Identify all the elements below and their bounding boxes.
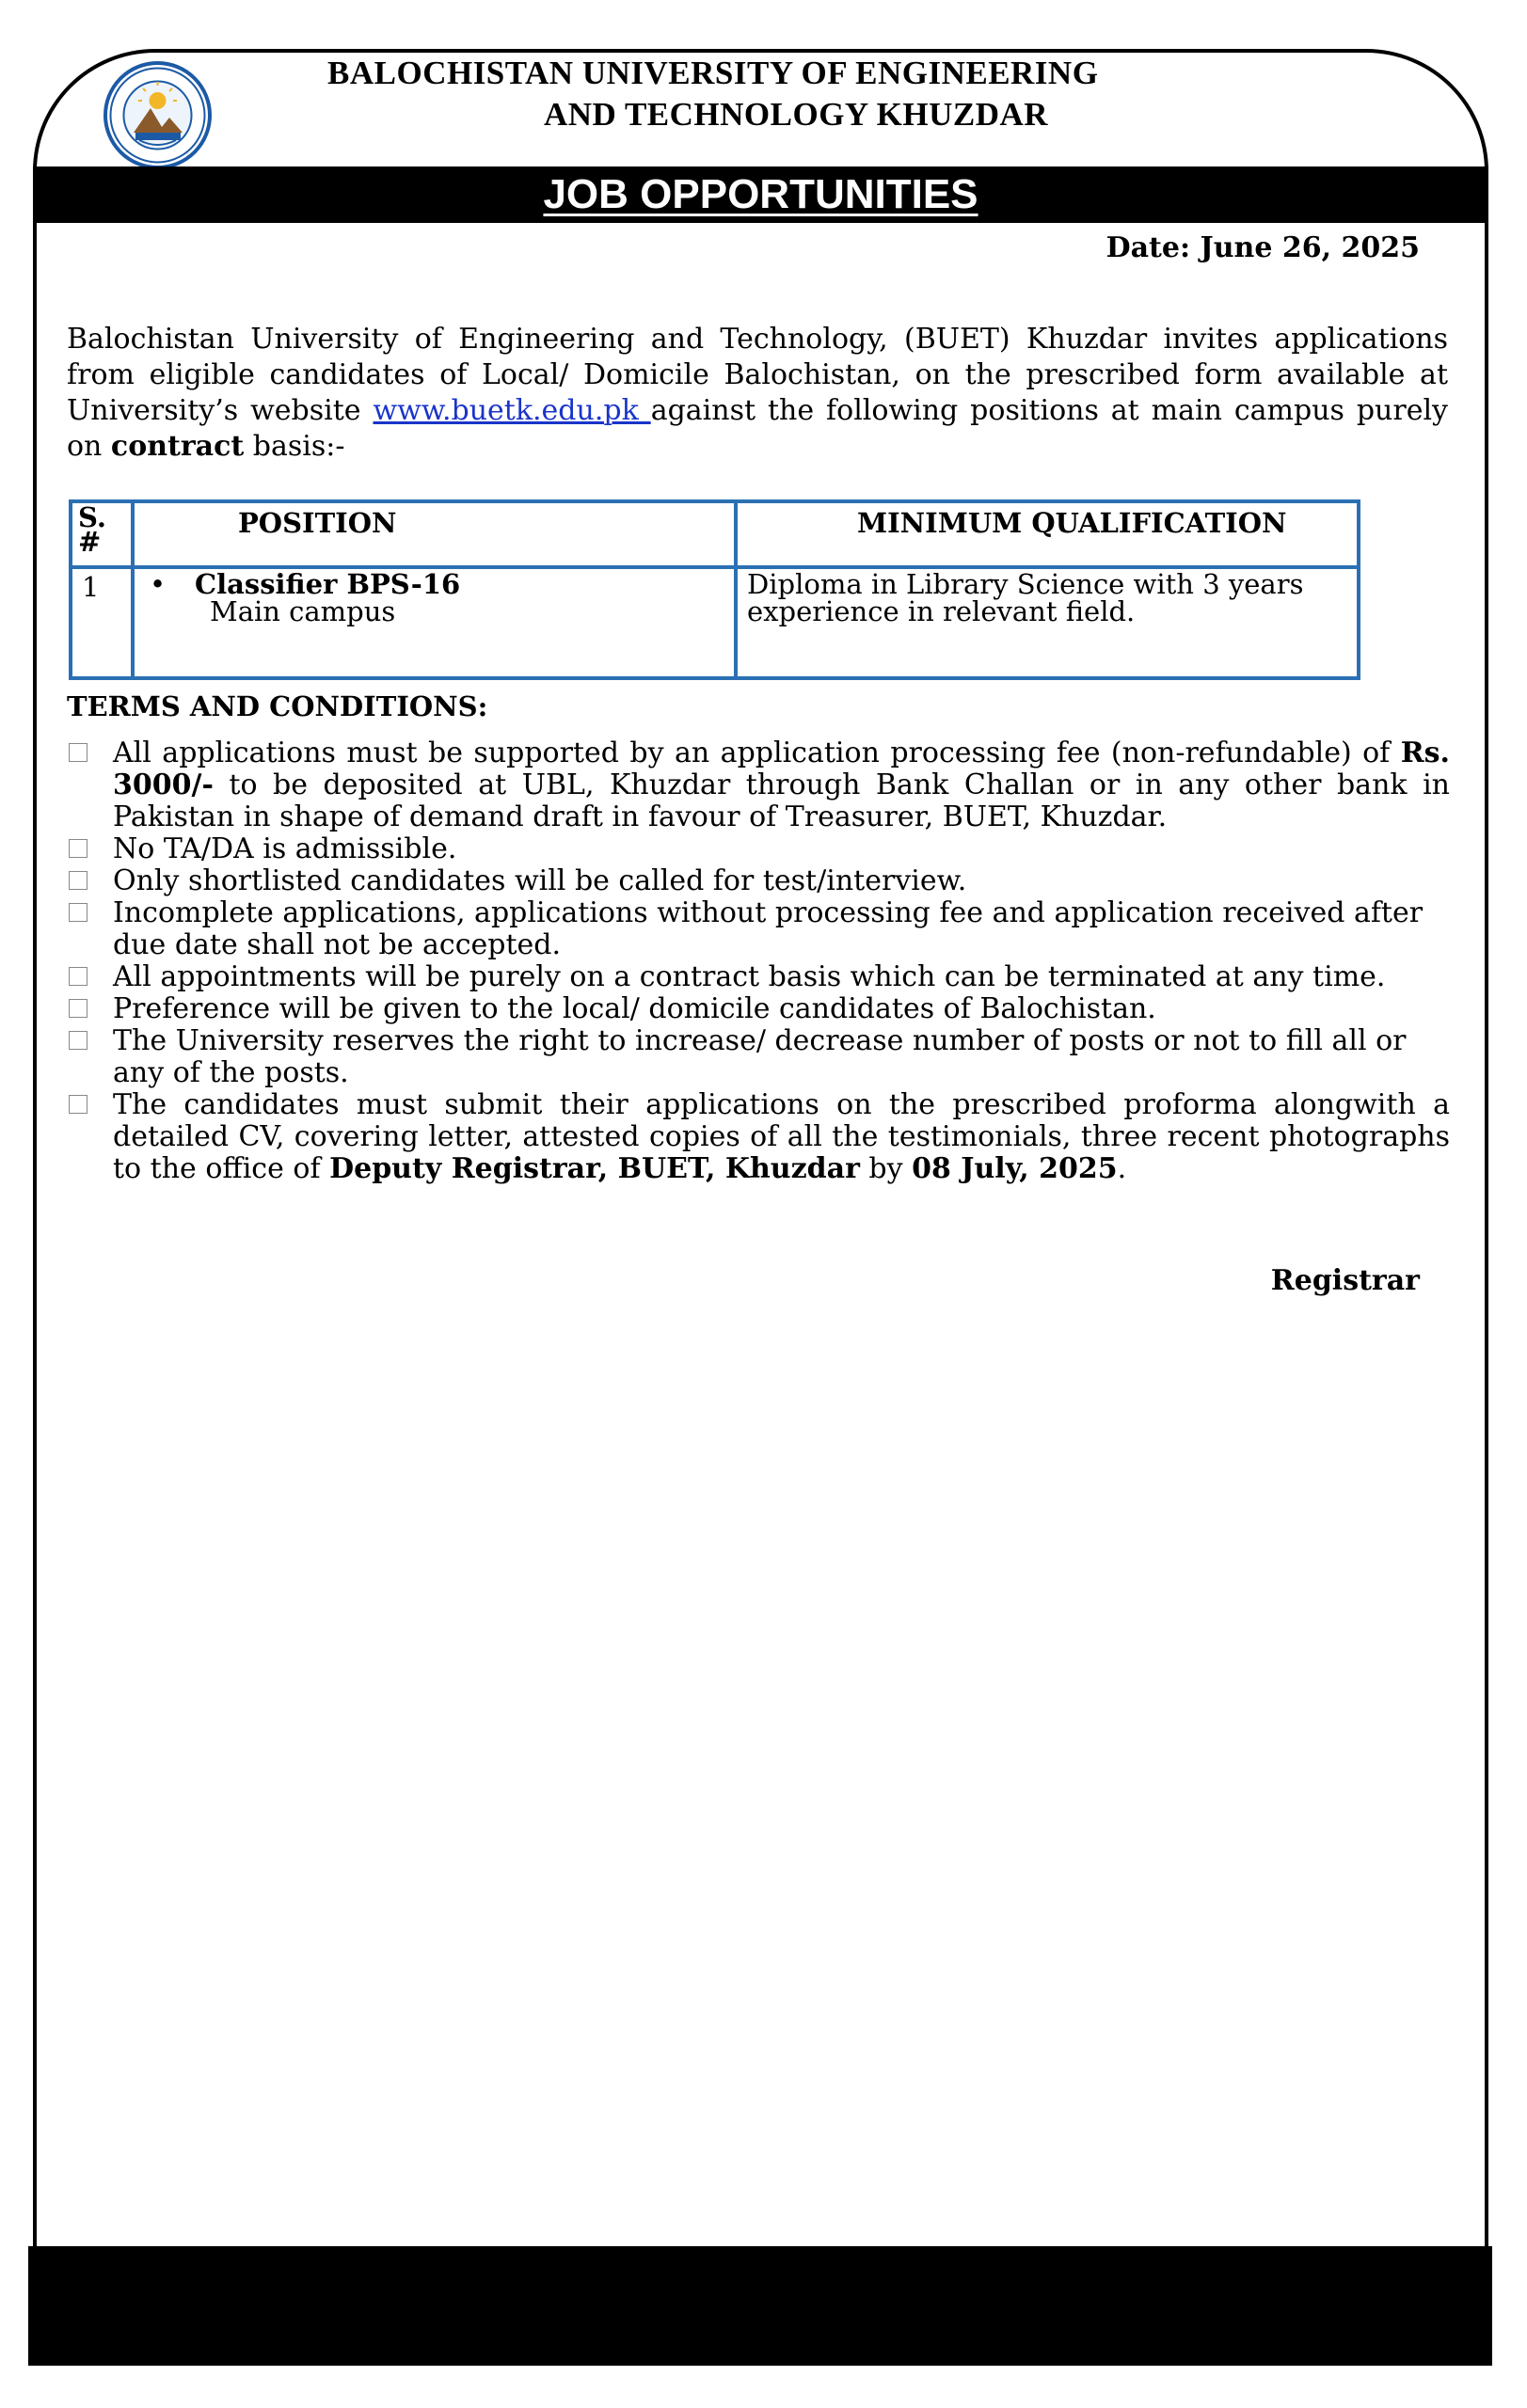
list-item: [67, 1089, 1450, 1185]
term-text-by: by: [859, 1152, 913, 1185]
term-text: The candidates must submit their applications on the prescribed proforma alongwith a detailed CV, covering letter, attested copies of all the testimonials, three recent photographs to the office of: [113, 1088, 1450, 1185]
term-office: Deputy Registrar, BUET, Khuzdar: [329, 1152, 860, 1185]
list-item: [67, 833, 1450, 865]
checkbox-square-icon: [69, 743, 87, 762]
position-title: Classifier BPS-16: [195, 568, 461, 600]
term-text-cont: to be deposited at UBL, Khuzdar through Bank Challan or in any other bank in Pakistan in shape of demand draft in favour of Treasurer, BUET, Khuzdar.: [113, 768, 1450, 833]
intro-bold-contract: contract: [110, 430, 245, 463]
serial-cell: 1: [71, 567, 133, 678]
list-item: [67, 865, 1450, 897]
checkbox-square-icon: [69, 871, 87, 890]
term-fee: Rs. 3000/-: [113, 737, 1450, 801]
header-serial: S. #: [71, 501, 133, 567]
term-text: Incomplete applications, applications without processing fee and application received after due date shall not be accepted.: [113, 896, 1424, 961]
website-link[interactable]: www.buetk.edu.pk: [373, 394, 651, 427]
checkbox-square-icon: [69, 1095, 87, 1114]
table-header-row: [71, 501, 1359, 567]
list-item: [67, 993, 1450, 1025]
bullet-icon: •: [150, 568, 167, 600]
term-text: Only shortlisted candidates will be called for test/interview.: [113, 864, 967, 897]
table-row: [71, 567, 1359, 678]
list-item: [67, 737, 1450, 833]
position-cell: [133, 567, 736, 678]
terms-list: [67, 737, 1450, 1185]
qualification-cell: Diploma in Library Science with 3 years experience in relevant field.: [736, 567, 1359, 678]
term-text: The University reserves the right to increase/ decrease number of posts or not to fill all or any of the posts.: [113, 1024, 1407, 1089]
university-name-line2: AND TECHNOLOGY KHUZDAR: [544, 96, 1049, 133]
checkbox-square-icon: [69, 999, 87, 1018]
position-location: Main campus: [210, 595, 396, 627]
term-text: All appointments will be purely on a contract basis which can be terminated at any time.: [113, 960, 1386, 993]
signature-registrar: Registrar: [1270, 1264, 1420, 1297]
document-date: Date: June 26, 2025: [1105, 231, 1420, 264]
header-position: POSITION: [133, 501, 736, 567]
checkbox-square-icon: [69, 1031, 87, 1050]
list-item: [67, 897, 1450, 961]
list-item: [67, 961, 1450, 993]
intro-text: Balochistan University of Engineering and Technology, (BUET) Khuzdar invites applications from eligible candidates of Local/ Domicile Balochistan, on the prescribed form available at University’s website: [67, 323, 1448, 427]
checkbox-square-icon: [69, 839, 87, 858]
term-deadline: 08 July, 2025: [912, 1152, 1118, 1185]
banner-title: JOB OPPORTUNITIES: [543, 171, 978, 217]
university-name-line1: BALOCHISTAN UNIVERSITY OF ENGINEERING: [327, 55, 1099, 91]
terms-heading: TERMS AND CONDITIONS:: [67, 690, 488, 722]
term-text: No TA/DA is admissible.: [113, 832, 457, 865]
footer-band: [28, 2246, 1492, 2366]
header-qualification: MINIMUM QUALIFICATION: [736, 501, 1359, 567]
title-banner: [33, 166, 1488, 223]
intro-text-cont: against the following positions at main campus purely on: [67, 394, 1449, 463]
intro-paragraph: [67, 322, 1448, 465]
university-logo: [103, 61, 212, 169]
checkbox-square-icon: [69, 903, 87, 922]
seal-icon: [107, 65, 208, 166]
checkbox-square-icon: [69, 967, 87, 986]
positions-table: [69, 499, 1360, 680]
term-text-end: .: [1117, 1152, 1127, 1185]
term-text: Preference will be given to the local/ domicile candidates of Balochistan.: [113, 992, 1156, 1025]
intro-text-end: basis:-: [244, 430, 345, 463]
term-text: All applications must be supported by an application processing fee (non-refundable) of: [113, 737, 1401, 769]
list-item: [67, 1025, 1450, 1089]
